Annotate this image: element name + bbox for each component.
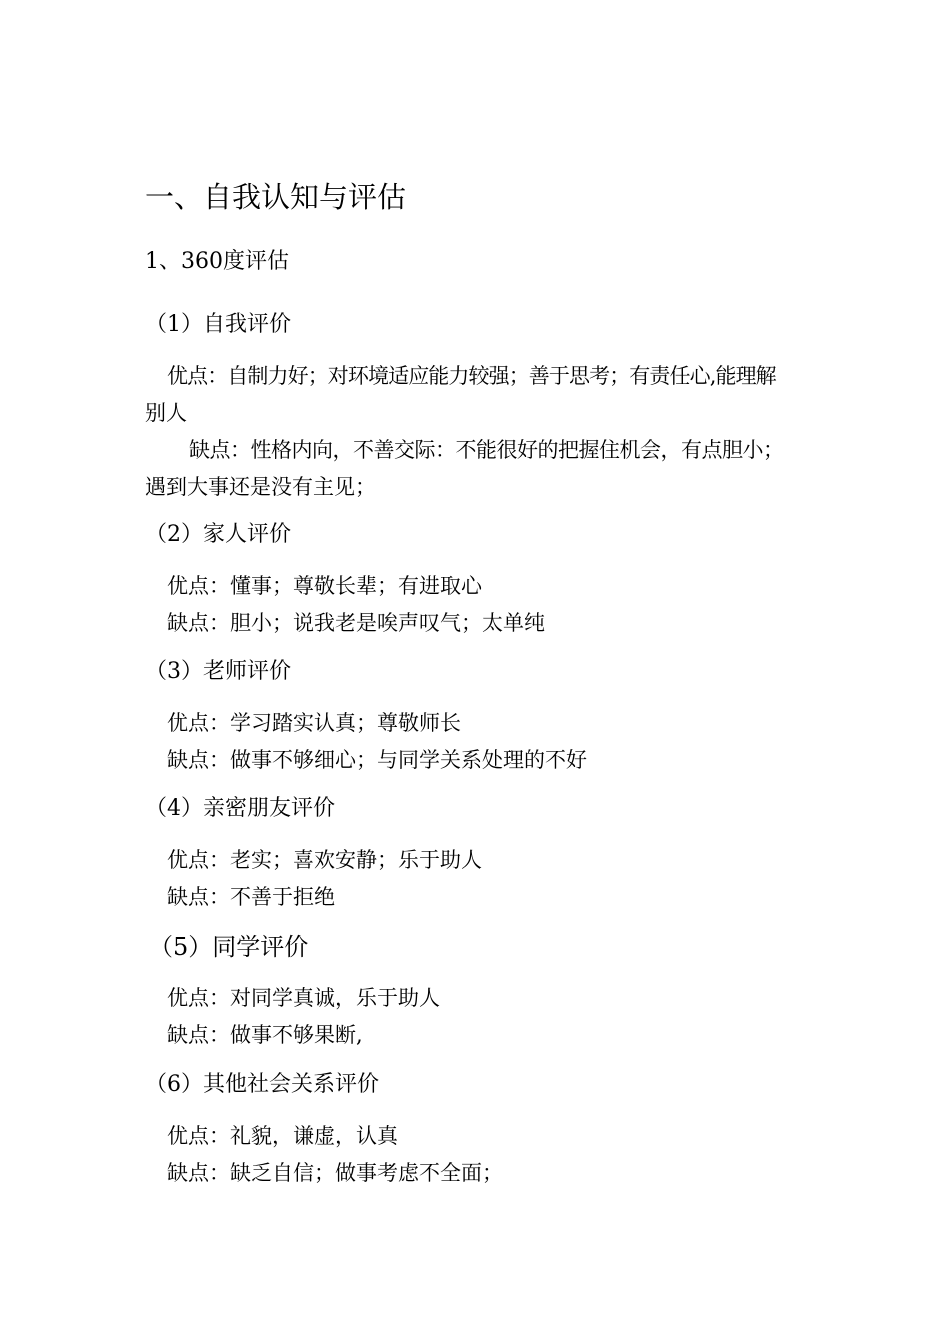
section-title-family: （2）家人评价: [145, 522, 291, 547]
friends-pros: 优点：老实；喜欢安静；乐于助人: [167, 848, 482, 872]
section-title-social: （6）其他社会关系评价: [145, 1072, 379, 1097]
teacher-cons: 缺点：做事不够细心；与同学关系处理的不好: [167, 748, 587, 772]
family-cons: 缺点：胆小；说我老是唉声叹气；太单纯: [167, 611, 545, 635]
sub-heading: 1、360度评估: [145, 249, 289, 274]
section-title-classmates: （5）同学评价: [149, 933, 309, 961]
section-title-self: （1）自我评价: [145, 312, 291, 337]
main-heading: 一、自我认知与评估: [145, 180, 407, 214]
family-pros: 优点：懂事；尊敬长辈；有进取心: [167, 574, 482, 598]
section-title-teacher: （3）老师评价: [145, 659, 291, 684]
classmates-cons: 缺点：做事不够果断,: [167, 1023, 363, 1047]
self-cons-line-1: 缺点：性格内向，不善交际：不能很好的把握住机会，有点胆小；: [189, 438, 784, 462]
self-cons-line-2: 遇到大事还是没有主见；: [145, 475, 376, 499]
social-pros: 优点：礼貌，谦虚，认真: [167, 1124, 398, 1148]
section-title-friends: （4）亲密朋友评价: [145, 796, 335, 821]
friends-cons: 缺点：不善于拒绝: [167, 885, 335, 909]
classmates-pros: 优点：对同学真诚，乐于助人: [167, 986, 440, 1010]
teacher-pros: 优点：学习踏实认真；尊敬师长: [167, 711, 461, 735]
self-pros-line-1: 优点：自制力好；对环境适应能力较强；善于思考；有责任心,能理解: [167, 364, 776, 388]
self-pros-line-2: 别人: [145, 401, 187, 425]
social-cons: 缺点：缺乏自信；做事考虑不全面；: [167, 1161, 503, 1185]
